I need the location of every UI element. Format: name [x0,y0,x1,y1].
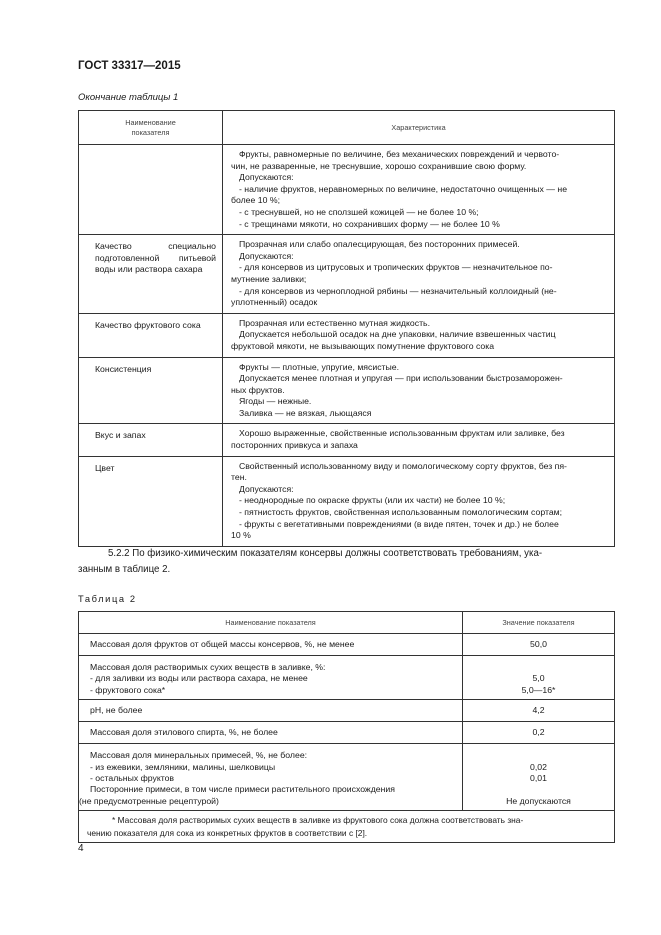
text-line: тен. [231,472,247,483]
text-line: Посторонние примеси, в том числе примеси растительного происхождения [90,784,395,795]
table1-row-name: Вкус и запах [79,424,223,456]
text-line: - фрукты с вегетативными повреждениями (в виде пятен, точек и др.) не более [239,518,559,529]
text-line: Прозрачная или естественно мутная жидкость. [239,317,430,328]
table2-row-name [79,722,463,744]
value-line: Не допускаются [506,795,571,806]
table2-header-row [79,612,615,634]
text-line: - для заливки из воды или раствора сахара, не менее [90,673,308,684]
document-header: ГОСТ 33317—2015 [78,60,181,72]
table2-row-value [463,656,615,700]
text-line: Допускается небольшой осадок на дне упаковки, наличие взвешенных частиц [239,329,556,340]
text-line: 10 % [231,530,251,541]
table1-row-name [79,145,223,235]
page-number: 4 [78,843,84,854]
table1-row-name: Качество фруктового сока [79,313,223,357]
table1-header-name-text: Наименование показателя [125,118,176,137]
value-line: 5,0 [532,673,545,684]
text-line: Массовая доля этилового спирта, %, не более [90,727,278,738]
table2-row-name [79,634,463,656]
table2-footnote [79,811,615,843]
table1-row [79,456,615,546]
table1-row [79,145,615,235]
table2-row-value [463,744,615,811]
paragraph-line: 5.2.2 По физико-химическим показателям консервы должны соответствовать требованиям, ука- [108,548,543,559]
text-line: чин, не разваренные, не треснувшие, хорошо сохранившие свою форму. [231,160,527,171]
value-line: 50,0 [530,638,547,649]
text-line: - остальных фруктов [90,773,175,784]
footnote-line: * Массовая доля растворимых сухих веществ в заливке из фруктового сока должна соответствовать зна- [112,815,524,826]
text-line: - неоднородные по окраске фрукты (или их части) не более 10 %; [239,495,506,506]
text-line: - для консервов из цитрусовых и тропических фруктов — незначительное по- [239,262,553,273]
table1-row-characteristic [223,456,615,546]
text-line: - для консервов из черноплодной рябины — незначительный коллоидный (не- [239,285,557,296]
text-line: - пятнистость фруктов, свойственная использованным помологическим сортам; [239,507,563,518]
table1-header-characteristic: Характеристика [223,111,615,145]
table1-row [79,357,615,424]
table2-footnote-row [79,811,615,843]
text-line: Массовая доля растворимых сухих веществ в заливке, %: [90,662,326,672]
table2-row [79,634,615,656]
text-line: Фрукты — плотные, упругие, мясистые. [239,361,400,372]
text-line: Хорошо выраженные, свойственные использованным фруктам или заливке, без [239,428,565,439]
table1-caption: Окончание таблицы 1 [78,92,179,103]
table-1 [78,110,615,547]
value-line: 4,2 [532,705,545,716]
value-line: 0,2 [532,727,545,738]
table2-row [79,744,615,811]
text-line: более 10 %; [231,195,280,206]
text-line: Прозрачная или слабо опалесцирующая, без посторонних примесей. [239,239,520,250]
text-line: ных фруктов. [231,384,285,395]
text-line: Ягоды — нежные. [239,396,312,407]
text-line: Фрукты, равномерные по величине, без механических повреждений и червото- [239,149,560,159]
table1-row-characteristic [223,357,615,424]
table-2 [78,611,615,843]
table1-row-characteristic [223,235,615,314]
table2-row-value [463,722,615,744]
table2-row-name [79,656,463,700]
table1-row-characteristic [223,313,615,357]
text-line: Допускаются: [239,250,294,261]
table2-row-value [463,700,615,722]
text-line: Заливка — не вязкая, льющаяся [239,407,372,418]
table1-row [79,313,615,357]
table2-header-value: Значение показателя [463,612,615,634]
table1-row-characteristic [223,424,615,456]
paragraph-line: занным в таблице 2. [78,563,171,575]
text-line: - с трещинами мякоти, но сохранивших форму — не более 10 % [239,218,500,229]
text-line: - наличие фруктов, неравномерных по величине, недостаточно очищенных — не [239,183,568,194]
text-line: Массовая доля фруктов от общей массы консервов, %, не менее [90,638,355,649]
text-line: мутнение заливки; [231,273,307,284]
table1-row-name: Консистенция [79,357,223,424]
text-line: Допускается менее плотная и упругая — при использовании быстрозаморожен- [239,373,563,384]
table1-row [79,424,615,456]
table2-row-value [463,634,615,656]
text-line: фруктовой мякоти, не вызывающих помутнение фруктового сока [231,340,495,351]
table1-row [79,235,615,314]
table2-header-name: Наименование показателя [79,612,463,634]
text-line: Допускаются: [239,172,294,183]
table2-row [79,656,615,700]
text-line: Допускаются: [239,483,294,494]
value-line: 0,01 [530,773,547,784]
table1-row-name: Качество специально подготовленной питьевой воды или раствора сахара [79,235,223,314]
table2-row [79,700,615,722]
text-line: - с треснувшей, но не сползшей кожицей — не более 10 %; [239,206,479,217]
table1-header-row [79,111,615,145]
value-line: 5,0—16* [521,684,556,695]
table1-header-name [79,111,223,145]
text-line: Массовая доля минеральных примесей, %, не более: [90,750,308,761]
footnote-line: чению показателя для сока из конкретных фруктов в соответствии с [2]. [87,827,368,838]
table2-row [79,722,615,744]
value-line: 0,02 [530,762,547,773]
table1-row-characteristic [223,145,615,235]
text-line: посторонних привкуса и запаха [231,440,358,451]
text-line: - из ежевики, земляники, малины, шелковицы [90,761,276,772]
table1-row-name: Цвет [79,456,223,546]
table2-caption: Таблица 2 [78,594,137,604]
text-line: pH, не более [90,705,143,716]
text-line: Свойственный использованному виду и помологическому сорту фруктов, без пя- [239,460,567,471]
text-line: - фруктового сока* [90,684,166,695]
table2-row-name [79,744,463,811]
text-line: уплотненный) осадок [231,297,318,308]
paragraph-5-2-2 [78,546,616,578]
text-line: (не предусмотренные рецептурой) [79,795,219,806]
table2-row-name [79,700,463,722]
